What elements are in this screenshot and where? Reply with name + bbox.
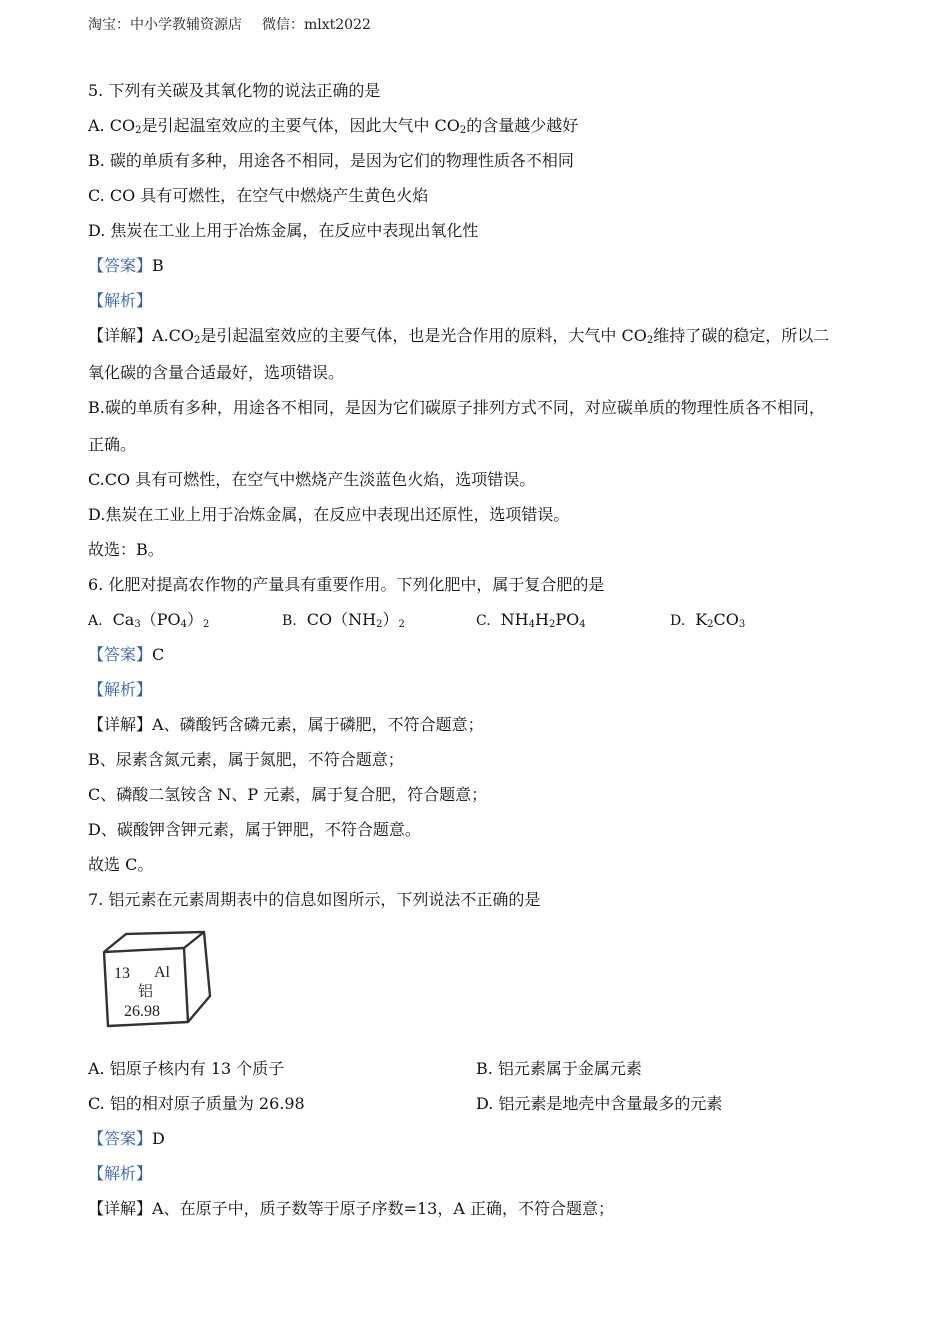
- q7-detail-1: 【详解】A、在原子中，质子数等于原子序数=13，A 正确，不符合题意；: [88, 1199, 614, 1218]
- q7-option-d: D. 铝元素是地壳中含量最多的元素: [476, 1094, 723, 1113]
- q5-detail-1: 【详解】$A.CO_2$是引起温室效应的主要气体，也是光合作用的原料，大气中 $CO_2$维持了碳的稳定，所以二: [88, 326, 830, 346]
- q5-detail-2: B.碳的单质有多种，用途各不相同，是因为它们碳原子排列方式不同，对应碳单质的物理性质各不相同，: [88, 398, 825, 417]
- q5-detail-4: D.焦炭在工业上用于冶炼金属，在反应中表现出还原性，选项错误。: [88, 505, 570, 524]
- q5-option-c: C. CO 具有可燃性，在空气中燃烧产生黄色火焰: [88, 186, 429, 205]
- q6-detail-1: 【详解】A、磷酸钙含磷元素，属于磷肥，不符合题意；: [88, 715, 484, 734]
- q7-answer: 【答案】D: [88, 1129, 165, 1148]
- atomic-mass: 26.98: [124, 1003, 160, 1020]
- element-symbol: Al: [154, 964, 170, 981]
- q6-conclusion: 故选 C。: [88, 855, 154, 874]
- q5-option-b: B. 碳的单质有多种，用途各不相同，是因为它们的物理性质各不相同: [88, 151, 574, 170]
- q5-detail-3: C.CO 具有可燃性，在空气中燃烧产生淡蓝色火焰，选项错误。: [88, 470, 536, 489]
- q6-option-b: B. $CO(NH_2)_2$: [282, 610, 405, 630]
- q6-detail-2: B、尿素含氮元素，属于氮肥，不符合题意；: [88, 750, 404, 769]
- q5-stem: 5. 下列有关碳及其氧化物的说法正确的是: [88, 81, 381, 100]
- q5-option-d: D. 焦炭在工业上用于冶炼金属，在反应中表现出氧化性: [88, 221, 479, 240]
- q7-analysis-heading: 【解析】: [88, 1164, 153, 1183]
- q7-option-c: C. 铝的相对原子质量为 26.98: [88, 1094, 305, 1113]
- aluminum-element-cell-figure: [98, 928, 218, 1032]
- q6-option-d: D. $K_2CO_3$: [670, 610, 746, 630]
- q6-detail-4: D、碳酸钾含钾元素，属于钾肥，不符合题意。: [88, 820, 421, 839]
- q5-detail-2-cont: 正确。: [88, 435, 137, 454]
- q5-option-a: A. $CO_2$是引起温室效应的主要气体，因此大气中 $CO_2$的含量越少越好: [88, 116, 579, 136]
- element-name: 铝: [138, 984, 154, 1000]
- atomic-number: 13: [114, 965, 130, 982]
- q7-stem: 7. 铝元素在元素周期表中的信息如图所示，下列说法不正确的是: [88, 890, 541, 909]
- q6-answer: 【答案】C: [88, 645, 165, 664]
- q6-stem: 6. 化肥对提高农作物的产量具有重要作用。下列化肥中，属于复合肥的是: [88, 575, 605, 594]
- q6-detail-3: C、磷酸二氢铵含 N、P 元素，属于复合肥，符合题意；: [88, 785, 488, 804]
- q6-option-a: A. $Ca_3(PO_4)_2$: [88, 610, 210, 630]
- q7-option-b: B. 铝元素属于金属元素: [476, 1059, 642, 1078]
- q5-detail-1-cont: 氧化碳的含量合适最好，选项错误。: [88, 363, 345, 382]
- page-header: [88, 14, 371, 34]
- q5-conclusion: 故选：B。: [88, 540, 164, 559]
- shop-name: 淘宝：中小学教辅资源店: [88, 17, 242, 33]
- q5-analysis-heading: 【解析】: [88, 291, 153, 310]
- q5-answer: 【答案】B: [88, 256, 164, 275]
- wechat-id: 微信：mlxt2022: [262, 17, 371, 33]
- q6-option-c: C. $NH_4H_2PO_4$: [476, 610, 586, 630]
- q6-analysis-heading: 【解析】: [88, 680, 153, 699]
- q7-option-a: A. 铝原子核内有 13 个质子: [88, 1059, 285, 1078]
